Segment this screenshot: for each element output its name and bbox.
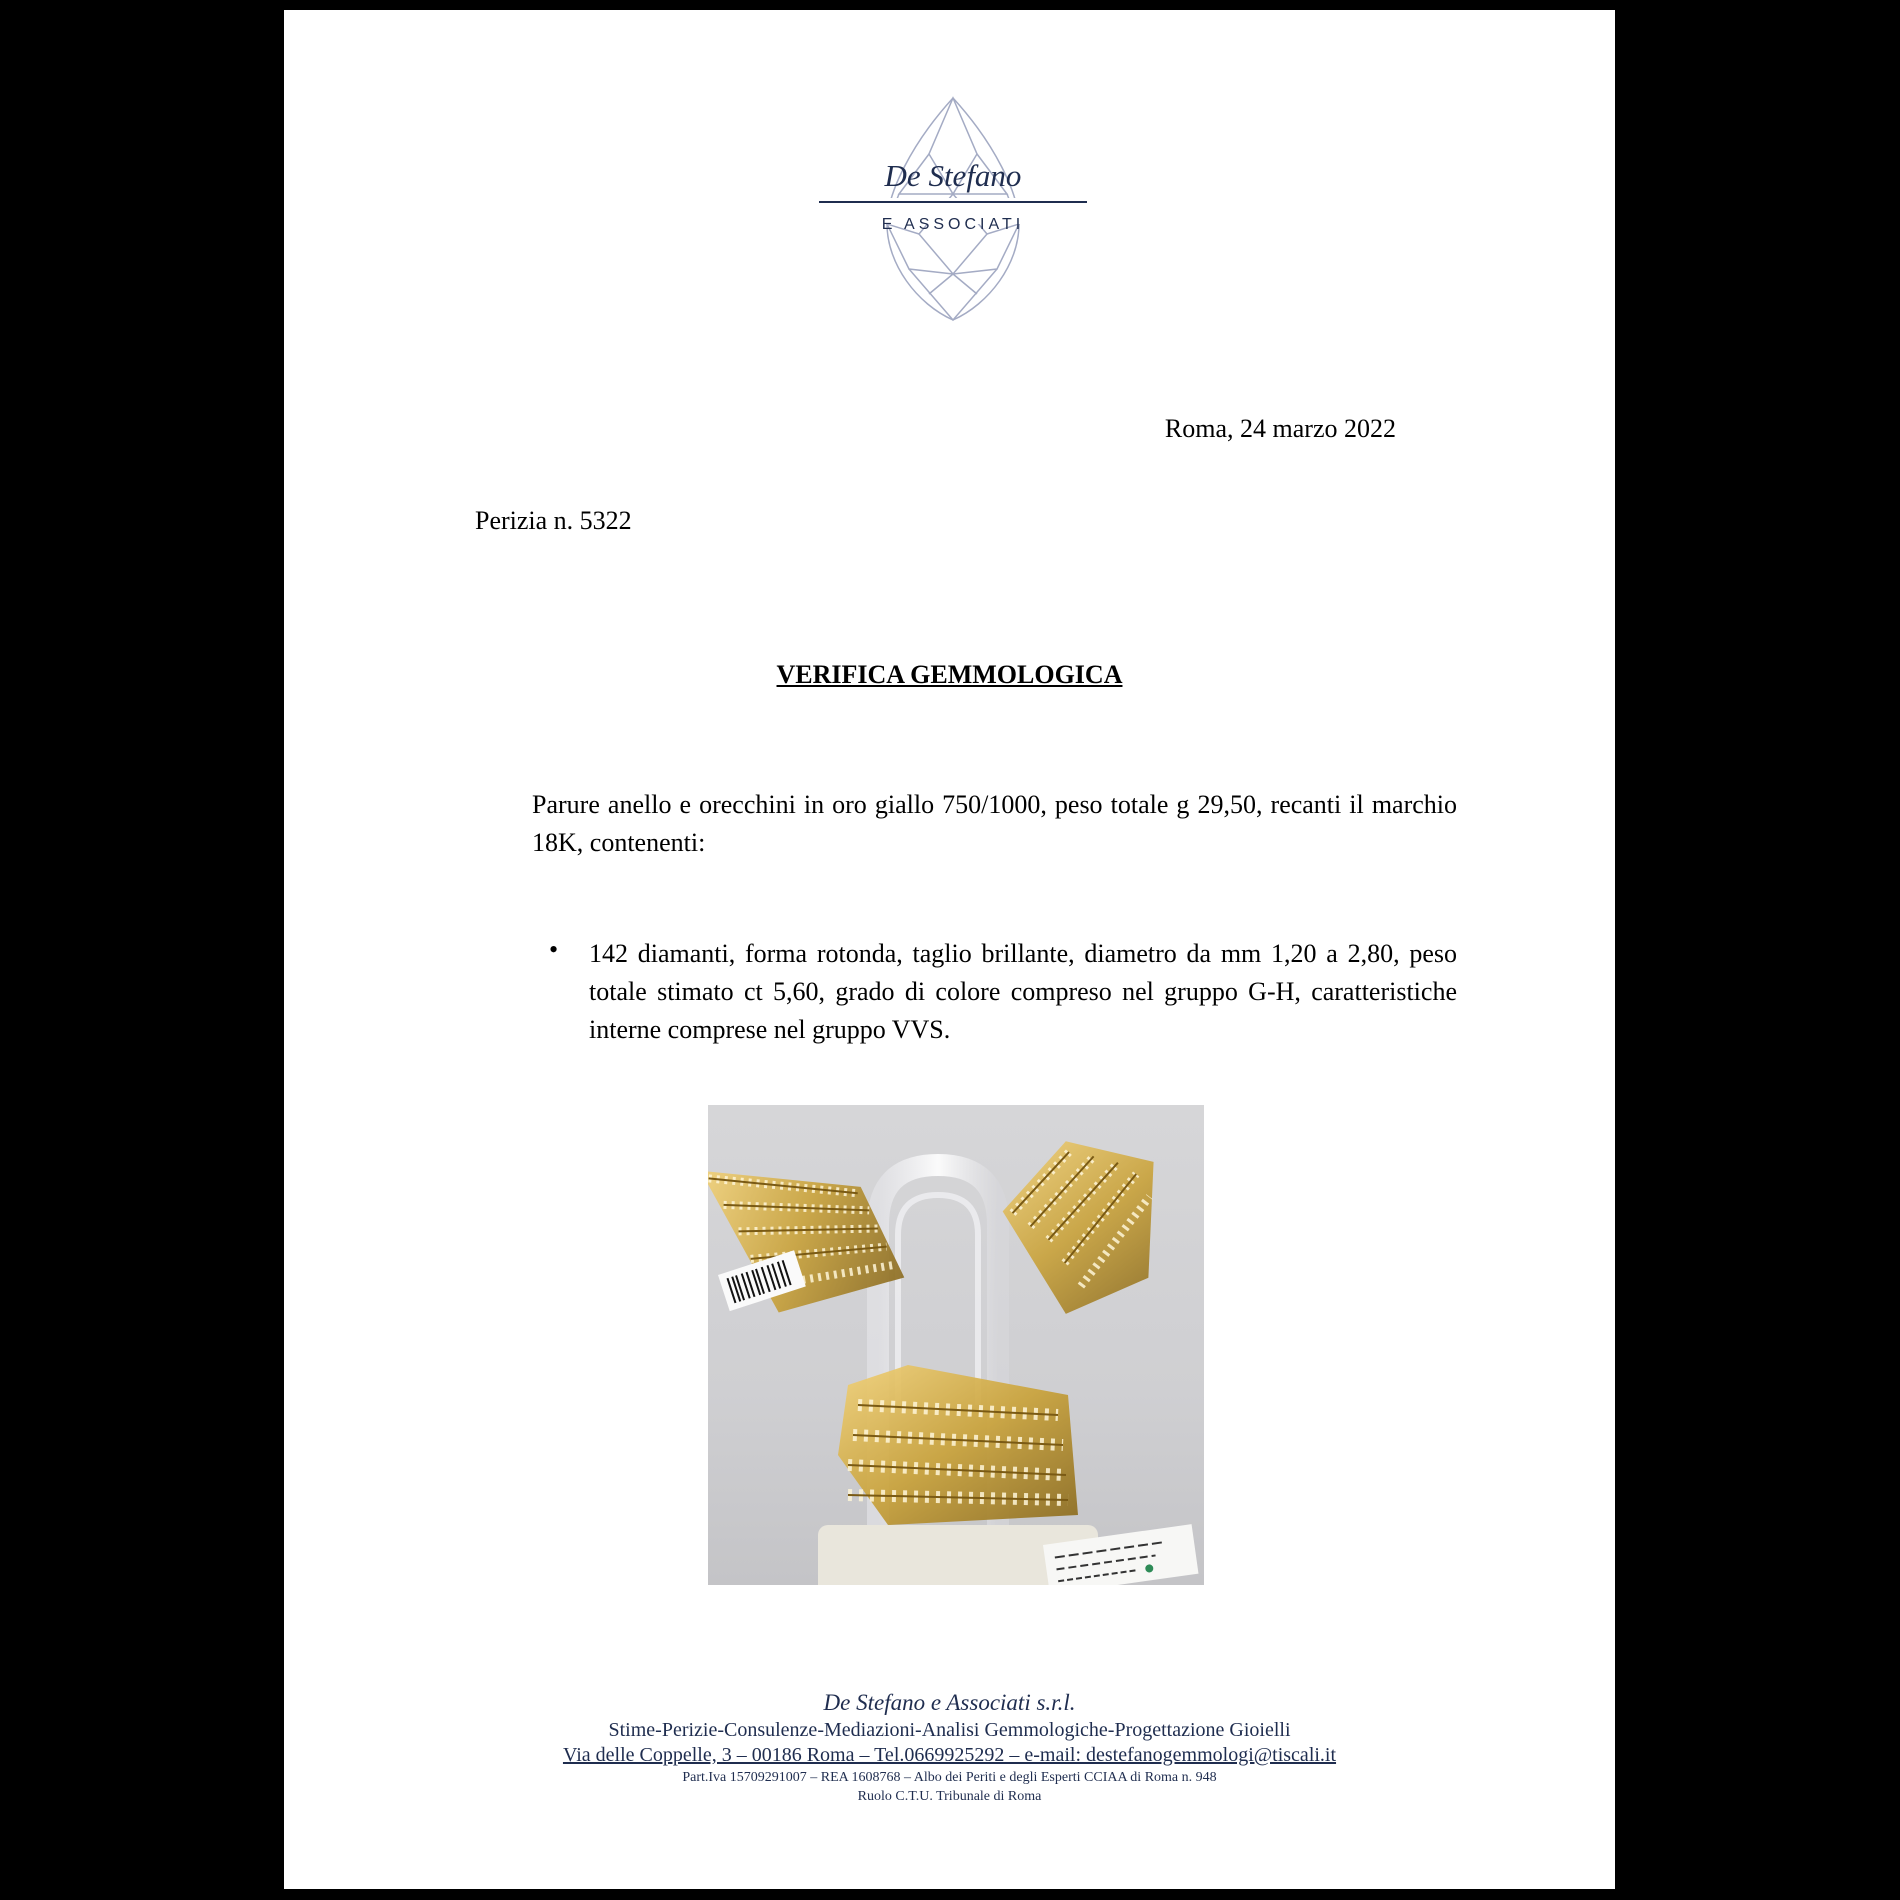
footer-contact[interactable]: Via delle Coppelle, 3 – 00186 Roma – Tel.0669925292 – e-mail: destefanogemmologi@tiscali.it (562, 1744, 1337, 1766)
document-page (284, 10, 1615, 1889)
ring (838, 1365, 1078, 1525)
logo-name: De Stefano (884, 158, 1022, 193)
footer-company: De Stefano e Associati s.r.l. (823, 1690, 1076, 1715)
bullet-item: 142 diamanti, forma rotonda, taglio brillante, diametro da mm 1,20 a 2,80, peso totale stimato ct 5,60, grado di colore compreso nel gruppo G-H, caratteristiche interne comprese nel gruppo VVS. (589, 939, 1457, 1044)
footer-court: Ruolo C.T.U. Tribunale di Roma (857, 1789, 1042, 1804)
report-number: Perizia n. 5322 (475, 506, 632, 535)
marquise-diamond-icon (819, 94, 1087, 324)
footer-registry: Part.Iva 15709291007 – REA 1608768 – Albo dei Periti e degli Esperti CCIAA di Roma n. 948 (682, 1770, 1217, 1785)
document-title: VERIFICA GEMMOLOGICA (776, 660, 1123, 689)
jewelry-photo (708, 1105, 1204, 1585)
document-date: Roma, 24 marzo 2022 (1164, 414, 1396, 443)
bullet-marker: • (549, 935, 559, 964)
company-logo (819, 94, 1087, 324)
intro-paragraph: Parure anello e orecchini in oro giallo 750/1000, peso totale g 29,50, recanti il marchio 18K, contenenti: (532, 790, 1457, 857)
footer-services: Stime-Perizie-Consulenze-Mediazioni-Analisi Gemmologiche-Progettazione Gioielli (608, 1719, 1291, 1741)
right-earring (987, 1133, 1169, 1327)
logo-subtitle: E ASSOCIATI (881, 216, 1025, 233)
